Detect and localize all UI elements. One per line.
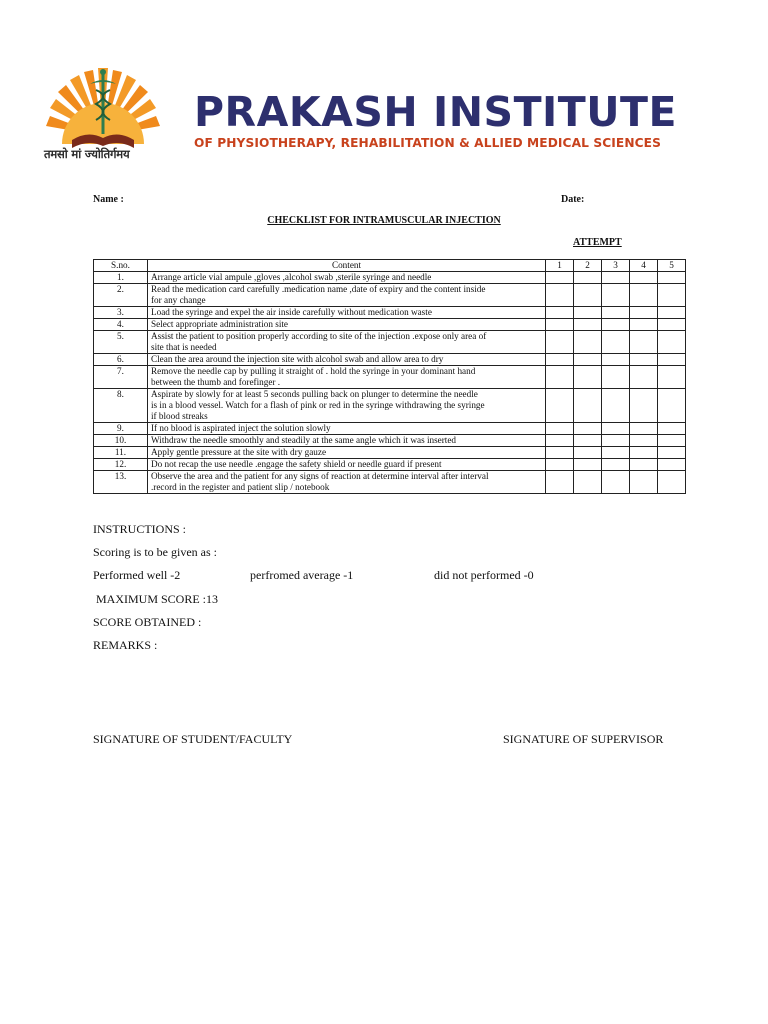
attempt-cell-2[interactable]: [574, 459, 602, 471]
attempt-cell-2[interactable]: [574, 284, 602, 307]
checklist-title-text: CHECKLIST FOR INTRAMUSCULAR INJECTION: [267, 215, 501, 226]
header-attempt-3: 3: [602, 260, 630, 272]
row-sno: 9.: [94, 423, 148, 435]
header-attempt-2: 2: [574, 260, 602, 272]
table-row: [94, 389, 686, 423]
attempt-label: ATTEMPT: [573, 237, 622, 248]
row-content-line: Withdraw the needle smoothly and steadily at the same angle which it was inserted: [151, 435, 457, 445]
signature-student-faculty: SIGNATURE OF STUDENT/FACULTY: [93, 732, 293, 746]
attempt-cell-3[interactable]: [602, 435, 630, 447]
attempt-cell-5[interactable]: [658, 319, 686, 331]
row-content: [148, 366, 546, 389]
attempt-cell-2[interactable]: [574, 307, 602, 319]
table-row: [94, 471, 686, 494]
attempt-cell-5[interactable]: [658, 272, 686, 284]
attempt-cell-3[interactable]: [602, 389, 630, 423]
attempt-cell-1[interactable]: [546, 284, 574, 307]
attempt-cell-1[interactable]: [546, 471, 574, 494]
attempt-cell-1[interactable]: [546, 272, 574, 284]
attempt-cell-4[interactable]: [630, 284, 658, 307]
row-content-line: Clean the area around the injection site with alcohol swab and allow area to dry: [151, 354, 444, 364]
table-row: [94, 423, 686, 435]
row-sno: 11.: [94, 447, 148, 459]
attempt-cell-2[interactable]: [574, 354, 602, 366]
checklist-table: [93, 259, 686, 494]
attempt-cell-3[interactable]: [602, 471, 630, 494]
attempt-cell-2[interactable]: [574, 331, 602, 354]
row-content-line: .record in the register and patient slip / notebook: [151, 482, 330, 492]
checklist-title: [0, 215, 768, 226]
row-sno: 2.: [94, 284, 148, 307]
institute-name: PRAKASH INSTITUTE: [194, 88, 678, 136]
row-content: [148, 389, 546, 423]
attempt-cell-1[interactable]: [546, 423, 574, 435]
attempt-cell-4[interactable]: [630, 459, 658, 471]
table-row: [94, 284, 686, 307]
attempt-cell-5[interactable]: [658, 423, 686, 435]
attempt-cell-1[interactable]: [546, 447, 574, 459]
table-row: [94, 366, 686, 389]
attempt-cell-3[interactable]: [602, 354, 630, 366]
row-sno: 8.: [94, 389, 148, 423]
row-content-line: Assist the patient to position properly according to site of the injection .expose only area of: [151, 331, 487, 341]
table-row: [94, 331, 686, 354]
row-sno: 1.: [94, 272, 148, 284]
attempt-cell-5[interactable]: [658, 331, 686, 354]
attempt-cell-5[interactable]: [658, 307, 686, 319]
attempt-cell-5[interactable]: [658, 389, 686, 423]
row-content: [148, 319, 546, 331]
attempt-cell-3[interactable]: [602, 307, 630, 319]
row-content: [148, 331, 546, 354]
table-row: [94, 307, 686, 319]
score-not-performed: did not performed -0: [434, 568, 534, 582]
attempt-cell-1[interactable]: [546, 459, 574, 471]
signature-supervisor: SIGNATURE OF SUPERVISOR: [503, 732, 664, 746]
score-well: Performed well -2: [93, 568, 181, 582]
attempt-cell-2[interactable]: [574, 272, 602, 284]
name-label: Name :: [93, 194, 124, 205]
attempt-cell-1[interactable]: [546, 435, 574, 447]
row-content-line: Apply gentle pressure at the site with dry gauze: [151, 447, 327, 457]
attempt-cell-3[interactable]: [602, 459, 630, 471]
row-content: [148, 307, 546, 319]
attempt-cell-4[interactable]: [630, 307, 658, 319]
table-row: [94, 459, 686, 471]
attempt-cell-2[interactable]: [574, 423, 602, 435]
row-content: [148, 354, 546, 366]
row-content-line: site that is needed: [151, 342, 217, 352]
row-content-line: between the thumb and forefinger .: [151, 377, 281, 387]
attempt-cell-4[interactable]: [630, 354, 658, 366]
attempt-cell-1[interactable]: [546, 366, 574, 389]
attempt-cell-5[interactable]: [658, 471, 686, 494]
row-content-line: if blood streaks: [151, 411, 208, 421]
row-content: [148, 471, 546, 494]
attempt-cell-1[interactable]: [546, 319, 574, 331]
date-label: Date:: [561, 194, 585, 205]
attempt-cell-3[interactable]: [602, 423, 630, 435]
row-sno: 6.: [94, 354, 148, 366]
table-row: [94, 272, 686, 284]
score-average: perfromed average -1: [250, 568, 354, 582]
scoring-intro: Scoring is to be given as :: [93, 545, 217, 559]
attempt-cell-5[interactable]: [658, 447, 686, 459]
checklist-rows: [94, 272, 686, 494]
row-sno: 13.: [94, 471, 148, 494]
attempt-cell-2[interactable]: [574, 471, 602, 494]
table-row: [94, 354, 686, 366]
row-content: [148, 272, 546, 284]
row-content-line: for any change: [151, 295, 206, 305]
header-attempt-4: 4: [630, 260, 658, 272]
row-content: [148, 284, 546, 307]
row-content-line: Remove the needle cap by pulling it straight of . hold the syringe in your dominant hand: [151, 366, 476, 376]
header-attempt-5: 5: [658, 260, 686, 272]
attempt-cell-3[interactable]: [602, 366, 630, 389]
row-content-line: Observe the area and the patient for any signs of reaction at determine interval after interval: [151, 471, 489, 481]
attempt-cell-3[interactable]: [602, 284, 630, 307]
attempt-cell-5[interactable]: [658, 366, 686, 389]
attempt-cell-2[interactable]: [574, 319, 602, 331]
attempt-cell-4[interactable]: [630, 366, 658, 389]
attempt-cell-3[interactable]: [602, 331, 630, 354]
attempt-cell-4[interactable]: [630, 447, 658, 459]
instructions-heading: INSTRUCTIONS :: [93, 522, 187, 536]
attempt-cell-2[interactable]: [574, 447, 602, 459]
attempt-cell-2[interactable]: [574, 435, 602, 447]
attempt-cell-4[interactable]: [630, 423, 658, 435]
row-sno: 12.: [94, 459, 148, 471]
attempt-cell-4[interactable]: [630, 471, 658, 494]
attempt-cell-4[interactable]: [630, 272, 658, 284]
row-sno: 4.: [94, 319, 148, 331]
attempt-cell-4[interactable]: [630, 331, 658, 354]
attempt-cell-2[interactable]: [574, 366, 602, 389]
maximum-score: MAXIMUM SCORE :13: [96, 592, 219, 606]
attempt-cell-5[interactable]: [658, 435, 686, 447]
row-sno: 10.: [94, 435, 148, 447]
row-sno: 3.: [94, 307, 148, 319]
row-content: [148, 447, 546, 459]
attempt-cell-4[interactable]: [630, 319, 658, 331]
row-content-line: Load the syringe and expel the air inside carefully without medication waste: [151, 307, 432, 317]
row-content-line: is in a blood vessel. Watch for a flash of pink or red in the syringe withdrawing the syringe: [151, 400, 485, 410]
attempt-cell-4[interactable]: [630, 389, 658, 423]
attempt-cell-5[interactable]: [658, 459, 686, 471]
attempt-cell-1[interactable]: [546, 307, 574, 319]
header-sno: S.no.: [94, 260, 148, 272]
table-row: [94, 447, 686, 459]
table-row: [94, 319, 686, 331]
remarks: REMARKS :: [93, 638, 158, 652]
row-content-line: If no blood is aspirated inject the solution slowly: [151, 423, 331, 433]
attempt-cell-3[interactable]: [602, 447, 630, 459]
row-content: [148, 435, 546, 447]
row-sno: 5.: [94, 331, 148, 354]
row-content-line: Arrange article vial ampule ,gloves ,alcohol swab ,sterile syringe and needle: [151, 272, 432, 282]
row-content: [148, 423, 546, 435]
attempt-cell-4[interactable]: [630, 435, 658, 447]
attempt-cell-3[interactable]: [602, 319, 630, 331]
institute-subtitle: OF PHYSIOTHERAPY, REHABILITATION & ALLIED MEDICAL SCIENCES: [194, 136, 661, 150]
row-content-line: Select appropriate administration site: [151, 319, 289, 329]
score-obtained: SCORE OBTAINED :: [93, 615, 202, 629]
motto-text: तमसो मां ज्योतिर्गमय: [44, 147, 130, 161]
attempt-cell-1[interactable]: [546, 354, 574, 366]
attempt-cell-5[interactable]: [658, 284, 686, 307]
attempt-cell-5[interactable]: [658, 354, 686, 366]
row-content-line: Read the medication card carefully .medication name ,date of expiry and the content inside: [151, 284, 486, 294]
row-sno: 7.: [94, 366, 148, 389]
attempt-cell-1[interactable]: [546, 331, 574, 354]
row-content-line: Aspirate by slowly for at least 5 seconds pulling back on plunger to determine the needle: [151, 389, 478, 399]
table-row: [94, 435, 686, 447]
attempt-cell-1[interactable]: [546, 389, 574, 423]
header-attempt-1: 1: [546, 260, 574, 272]
table-header-row: [94, 260, 686, 272]
row-content-line: Do not recap the use needle .engage the safety shield or needle guard if present: [151, 459, 442, 469]
attempt-cell-3[interactable]: [602, 272, 630, 284]
header-content: Content: [148, 260, 546, 272]
row-content: [148, 459, 546, 471]
attempt-cell-2[interactable]: [574, 389, 602, 423]
